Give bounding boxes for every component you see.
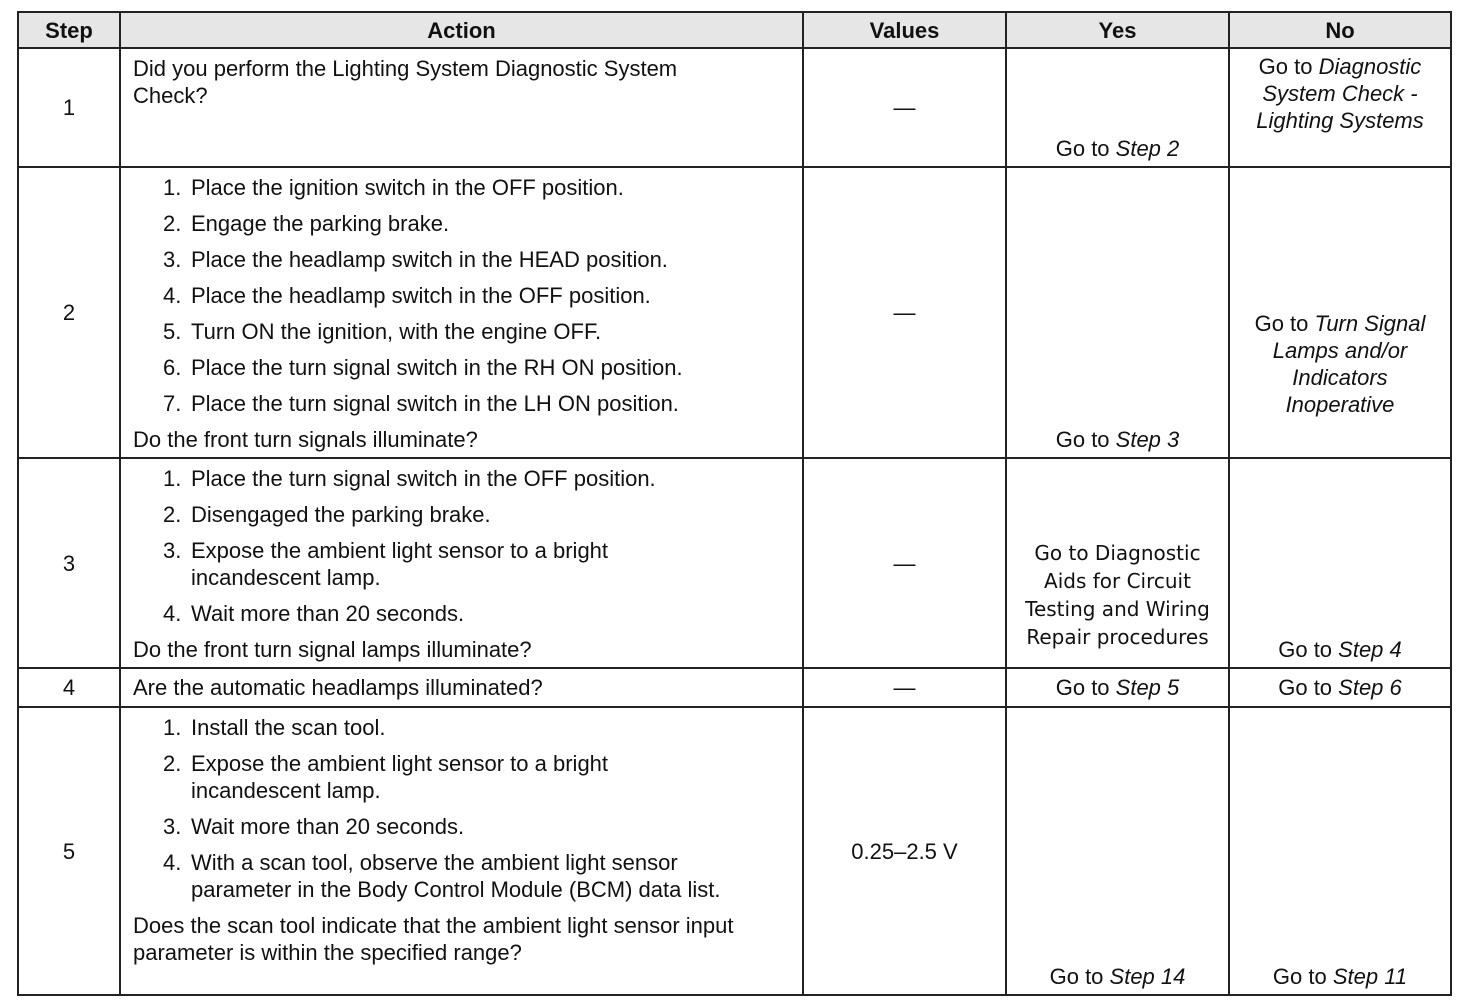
action-question: Do the front turn signal lamps illuminate? — [133, 637, 532, 662]
list-item: 3. Wait more than 20 seconds. — [163, 814, 465, 839]
no-goto[interactable] — [1229, 668, 1451, 707]
step-number: 2 — [18, 167, 120, 458]
no-prefix: Go to — [1278, 675, 1339, 700]
yes-goto[interactable]: Go to Diagnostic Aids for Circuit Testing and Wiring Repair procedures — [1025, 541, 1210, 649]
no-prefix: Go to — [1254, 311, 1315, 336]
list-item: 3. Expose the ambient light sensor to a bright incandescent lamp. — [163, 538, 609, 590]
table-row — [18, 668, 1451, 707]
action-cell — [120, 458, 803, 668]
list-item: 2. Disengaged the parking brake. — [163, 502, 491, 527]
header-step: Step — [18, 12, 120, 48]
list-item: 7. Place the turn signal switch in the LH ON position. — [163, 391, 679, 416]
action-question: Are the automatic headlamps illuminated? — [120, 668, 803, 707]
action-cell — [120, 707, 803, 995]
no-cell — [1229, 48, 1451, 167]
action-question: Did you perform the Lighting System Diagnostic System Check? — [133, 56, 678, 108]
values-cell: — — [803, 48, 1006, 167]
list-item: 4. Wait more than 20 seconds. — [163, 601, 465, 626]
no-goto[interactable] — [1230, 963, 1450, 990]
values-cell: — — [803, 458, 1006, 668]
table-row — [18, 707, 1451, 995]
header-values: Values — [803, 12, 1006, 48]
yes-cell — [1006, 48, 1229, 167]
table-row — [18, 48, 1451, 167]
no-prefix: Go to — [1258, 54, 1319, 79]
yes-prefix: Go to — [1049, 964, 1110, 989]
no-cell — [1229, 167, 1451, 458]
header-action: Action — [120, 12, 803, 48]
action-steps-list — [133, 465, 703, 627]
action-cell — [120, 167, 803, 458]
no-prefix: Go to — [1272, 964, 1333, 989]
yes-link[interactable]: Step 14 — [1109, 964, 1186, 989]
list-item: 4. Place the headlamp switch in the OFF position. — [163, 283, 651, 308]
no-goto[interactable] — [1230, 636, 1450, 663]
action-steps-list — [133, 714, 723, 903]
list-item: 1. Place the ignition switch in the OFF position. — [163, 175, 624, 200]
yes-cell — [1006, 707, 1229, 995]
yes-goto[interactable] — [1006, 668, 1229, 707]
yes-prefix: Go to — [1055, 675, 1116, 700]
list-item: 3. Place the headlamp switch in the HEAD position. — [163, 247, 668, 272]
action-question: Does the scan tool indicate that the ambient light sensor input parameter is within the specified range? — [133, 913, 734, 965]
header-yes: Yes — [1006, 12, 1229, 48]
yes-link[interactable]: Step 3 — [1115, 427, 1180, 452]
yes-prefix: Go to — [1055, 427, 1116, 452]
no-link[interactable]: Turn Signal Lamps and/or Indicators Inoperative — [1272, 311, 1426, 417]
header-row — [18, 12, 1451, 48]
diagnostic-table — [17, 11, 1452, 996]
list-item: 2. Engage the parking brake. — [163, 211, 450, 236]
yes-link[interactable]: Step 5 — [1115, 675, 1180, 700]
no-cell — [1229, 458, 1451, 668]
values-cell: 0.25–2.5 V — [803, 707, 1006, 995]
yes-link[interactable]: Step 2 — [1115, 136, 1180, 161]
no-goto[interactable] — [1230, 310, 1450, 418]
no-link[interactable]: Step 11 — [1332, 964, 1408, 989]
yes-cell — [1006, 458, 1229, 668]
yes-goto[interactable] — [1007, 135, 1228, 162]
table-row — [18, 458, 1451, 668]
yes-goto[interactable] — [1007, 963, 1228, 990]
step-number: 3 — [18, 458, 120, 668]
yes-cell — [1006, 167, 1229, 458]
list-item: 1. Install the scan tool. — [163, 715, 386, 740]
list-item: 5. Turn ON the ignition, with the engine OFF. — [163, 319, 602, 344]
action-cell — [120, 48, 803, 167]
yes-goto[interactable] — [1007, 426, 1228, 453]
list-item: 1. Place the turn signal switch in the OFF position. — [163, 466, 656, 491]
step-number: 4 — [18, 668, 120, 707]
no-link[interactable]: Step 6 — [1338, 675, 1402, 700]
values-cell: — — [803, 167, 1006, 458]
no-link[interactable]: Step 4 — [1338, 637, 1402, 662]
list-item: 6. Place the turn signal switch in the RH ON position. — [163, 355, 683, 380]
list-item: 4. With a scan tool, observe the ambient light sensor parameter in the Body Control Module (BCM) data list. — [163, 850, 721, 902]
step-number: 5 — [18, 707, 120, 995]
no-prefix: Go to — [1278, 637, 1339, 662]
header-no: No — [1229, 12, 1451, 48]
table-row — [18, 167, 1451, 458]
yes-prefix: Go to — [1055, 136, 1116, 161]
no-link[interactable]: Diagnostic System Check - Lighting Systems — [1256, 54, 1424, 133]
list-item: 2. Expose the ambient light sensor to a bright incandescent lamp. — [163, 751, 609, 803]
action-steps-list — [133, 174, 792, 417]
action-question: Do the front turn signals illuminate? — [133, 427, 478, 452]
no-cell — [1229, 707, 1451, 995]
no-goto[interactable] — [1230, 49, 1450, 134]
step-number: 1 — [18, 48, 120, 167]
values-cell: — — [803, 668, 1006, 707]
